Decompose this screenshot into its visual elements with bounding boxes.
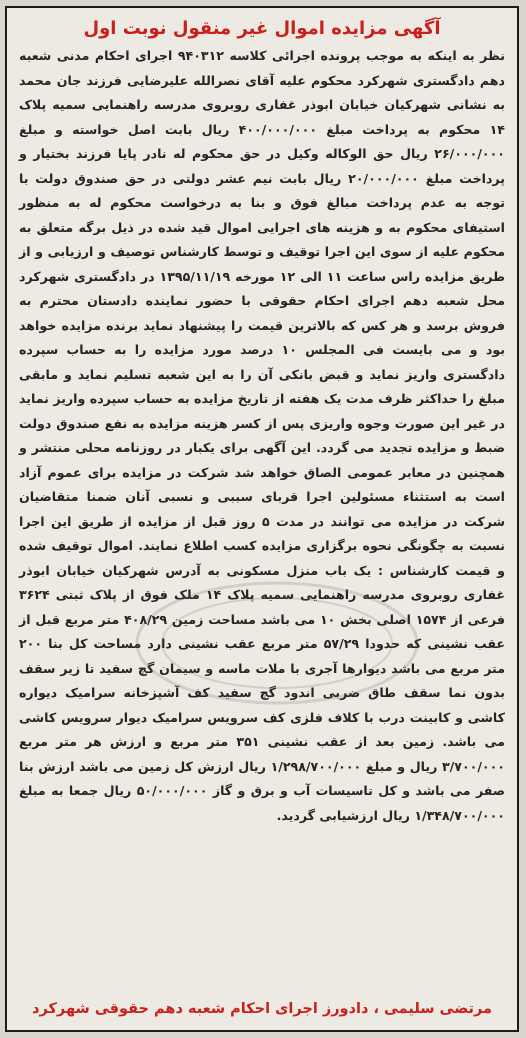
signature-line: مرتضی سلیمی ، دادورز اجرای احکام شعبه دهم حقوقی شهرکرد — [32, 1001, 492, 1017]
notice-box — [5, 6, 519, 1032]
notice-title: آگهی مزایده اموال غیر منقول نوبت اول — [83, 18, 441, 39]
notice-body: نظر به اینکه به موجب پرونده اجرائی کلاسه ۹۴۰۳۱۲ اجرای احکام مدنی شعبه دهم دادگستری شهرکرد محکوم علیه آقای نصرالله علیرضایی فرزند جان محمد به نشانی شهرکیان خیابان ابوذر غفاری روبروی مدرسه راهنمایی سمیه پلاک ۱۴ محکوم به پرداخت مبلغ ۴۰۰/۰۰۰/۰۰۰ ریال بابت اصل خواسته و مبلغ ۲۶/۰۰۰/۰۰۰ ریال حق الوکاله وکیل در حق محکوم له نادر پایا فرزند بختیار و پرداخت مبلغ ۲۰/۰۰۰/۰۰۰ ریال بابت نیم عشر دولتی در حق صندوق دولت با توجه به عدم پرداخت مبالغ فوق و بنا به درخواست محکوم له به منظور استیفای محکوم به و هزینه های اجرایی اموال قید شده در ذیل برگه متعلق به محکوم علیه از سوی این اجرا توقیف و توسط کارشناس توصیف و ارزیابی و از طریق مزایده راس ساعت ۱۱ الی ۱۲ مورخه ۱۳۹۵/۱۱/۱۹ در دادگستری شهرکرد محل شعبه دهم اجرای احکام حقوقی با حضور نماینده دادستان محترم به فروش برسد و هر کس که بالاترین قیمت را پیشنهاد نماید برنده مزایده خواهد بود و می بایست فی المجلس ۱۰ درصد مورد مزایده را به حساب سپرده دادگستری واریز نماید و قبض بانکی آن را به این شعبه تسلیم نماید و مابقی مبلغ را حداکثر ظرف مدت یک هفته از تاریخ مزایده به حساب سپرده واریز نماید در غیر این صورت وجوه واریزی پس از کسر هزینه مزایده به نفع صندوق دولت ضبط و مزایده تجدید می گردد. این آگهی برای یکبار در روزنامه محلی منتشر و همچنین در معابر عمومی الصاق خواهد شد شرکت در مزایده برای عموم آزاد است به استثناء مسئولین اجرا قربای سببی و نسبی آنان ضمنا متقاضیان شرکت در مزایده می توانند در مدت ۵ روز قبل از مزایده از طریق این اجرا نسبت به چگونگی نحوه برگزاری مزایده کسب اطلاع نمایند. اموال توقیف شده و قیمت کارشناس : یک باب منزل مسکونی به آدرس شهرکیان خیابان ابوذر غفاری روبروی مدرسه راهنمایی سمیه پلاک ۱۴ ملک فوق از پلاک ثبتی ۳۶۲۴ فرعی از ۱۵۷۴ اصلی بخش ۱۰ می باشد مساحت زمین ۴۰۸/۲۹ متر مربع قبل از عقب نشینی که حدودا ۵۷/۲۹ متر مربع عقب نشینی دارد مساحت کل بنا ۲۰۰ متر مربع می باشد دیوارها آجری با ملات ماسه و سیمان گچ سفید تا زیر سقف بدون نما سقف طاق ضربی اندود گچ سفید کف آشپزخانه سرامیک دیواره کاشی و کابینت درب با کلاف فلزی کف سرویس سرامیک دیوار سرویس کاشی می باشد. زمین بعد از عقب نشینی ۳۵۱ متر مربع و ارزش هر متر مربع ۳/۷۰۰/۰۰۰ ریال و مبلغ ۱/۲۹۸/۷۰۰/۰۰۰ ریال ارزش کل زمین می باشد ارزش بنا صفر می باشد و کل تاسیسات آب و برق و گاز ۵۰/۰۰۰/۰۰۰ ریال جمعا به مبلغ ۱/۳۴۸/۷۰۰/۰۰۰ ریال ارزشیابی گردید. — [19, 48, 506, 823]
